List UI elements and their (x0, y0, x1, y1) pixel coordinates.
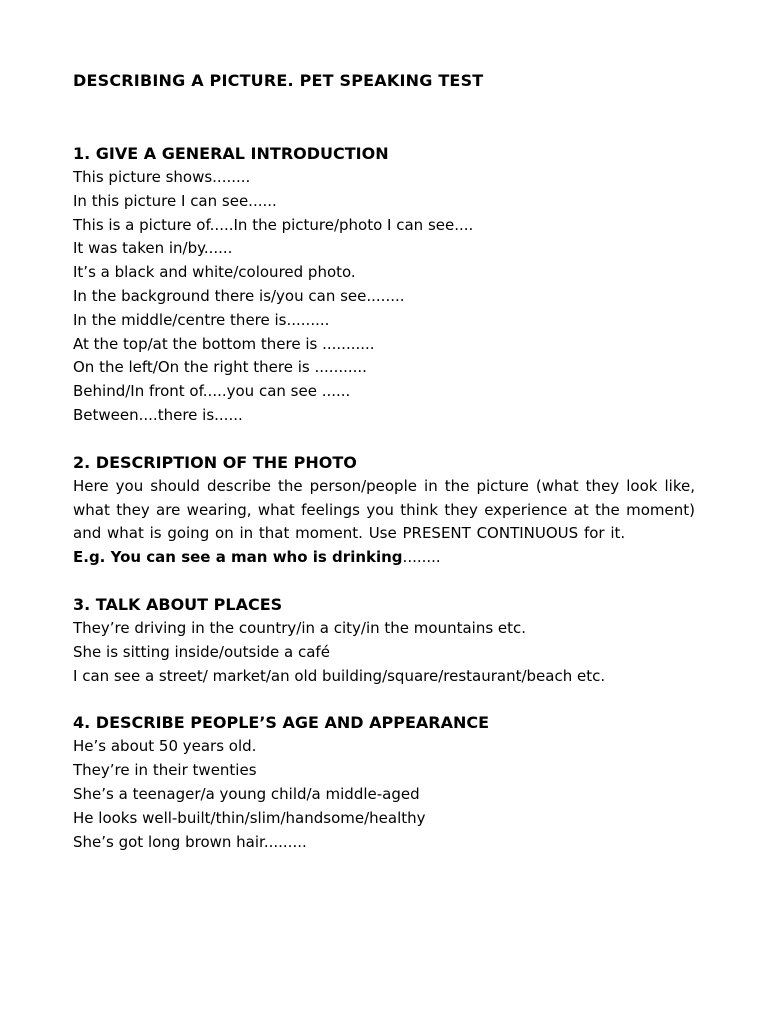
section-heading: 1. GIVE A GENERAL INTRODUCTION (73, 144, 389, 163)
document-title: DESCRIBING A PICTURE. PET SPEAKING TEST (73, 71, 484, 90)
text-line: This picture shows........ (73, 168, 251, 186)
text-line: He looks well-built/thin/slim/handsome/healthy (73, 808, 426, 827)
text-line: It was taken in/by...... (73, 239, 233, 258)
text-line: She’s got long brown hair......... (73, 832, 307, 851)
section-age-and-appearance (73, 711, 695, 854)
section-heading: 4. DESCRIBE PEOPLE’S AGE AND APPEARANCE (73, 713, 490, 733)
section-heading: 3. TALK ABOUT PLACES (73, 594, 283, 614)
text-line: She is sitting inside/outside a café (73, 642, 330, 661)
text-line: They’re in their twenties (73, 761, 257, 780)
text-line: Behind/In front of.....you can see ...... (73, 382, 351, 401)
section-heading: 2. DESCRIPTION OF THE PHOTO (73, 452, 357, 472)
text-line: Between....there is...... (73, 405, 243, 424)
text-line: She’s a teenager/a young child/a middle-aged (73, 784, 420, 803)
text-line: He’s about 50 years old. (73, 737, 257, 756)
section-general-introduction (73, 142, 695, 428)
document-page (73, 69, 695, 854)
example-line (73, 546, 695, 570)
text-line: This is a picture of.....In the picture/photo I can see.... (73, 215, 474, 234)
example-dots: ........ (402, 548, 441, 567)
text-line: In this picture I can see...... (73, 191, 277, 210)
text-line: On the left/On the right there is ........... (73, 358, 367, 377)
text-line: It’s a black and white/coloured photo. (73, 263, 356, 282)
paragraph: Here you should describe the person/people in the picture (what they look like, what they are wearing, what feelings you think they experience at the moment) and what is going on in that moment. Use PRESENT CONTINUOUS for it. (73, 476, 695, 543)
example-bold: E.g. You can see a man who is drinking (73, 548, 403, 567)
section-description-of-photo (73, 451, 695, 570)
text-line: In the background there is/you can see........ (73, 286, 405, 305)
text-line: In the middle/centre there is......... (73, 310, 330, 329)
text-line: They’re driving in the country/in a city/in the mountains etc. (73, 618, 527, 637)
text-line: At the top/at the bottom there is ........... (73, 334, 375, 353)
text-line: I can see a street/ market/an old building/square/restaurant/beach etc. (73, 666, 606, 685)
section-talk-about-places (73, 593, 695, 688)
